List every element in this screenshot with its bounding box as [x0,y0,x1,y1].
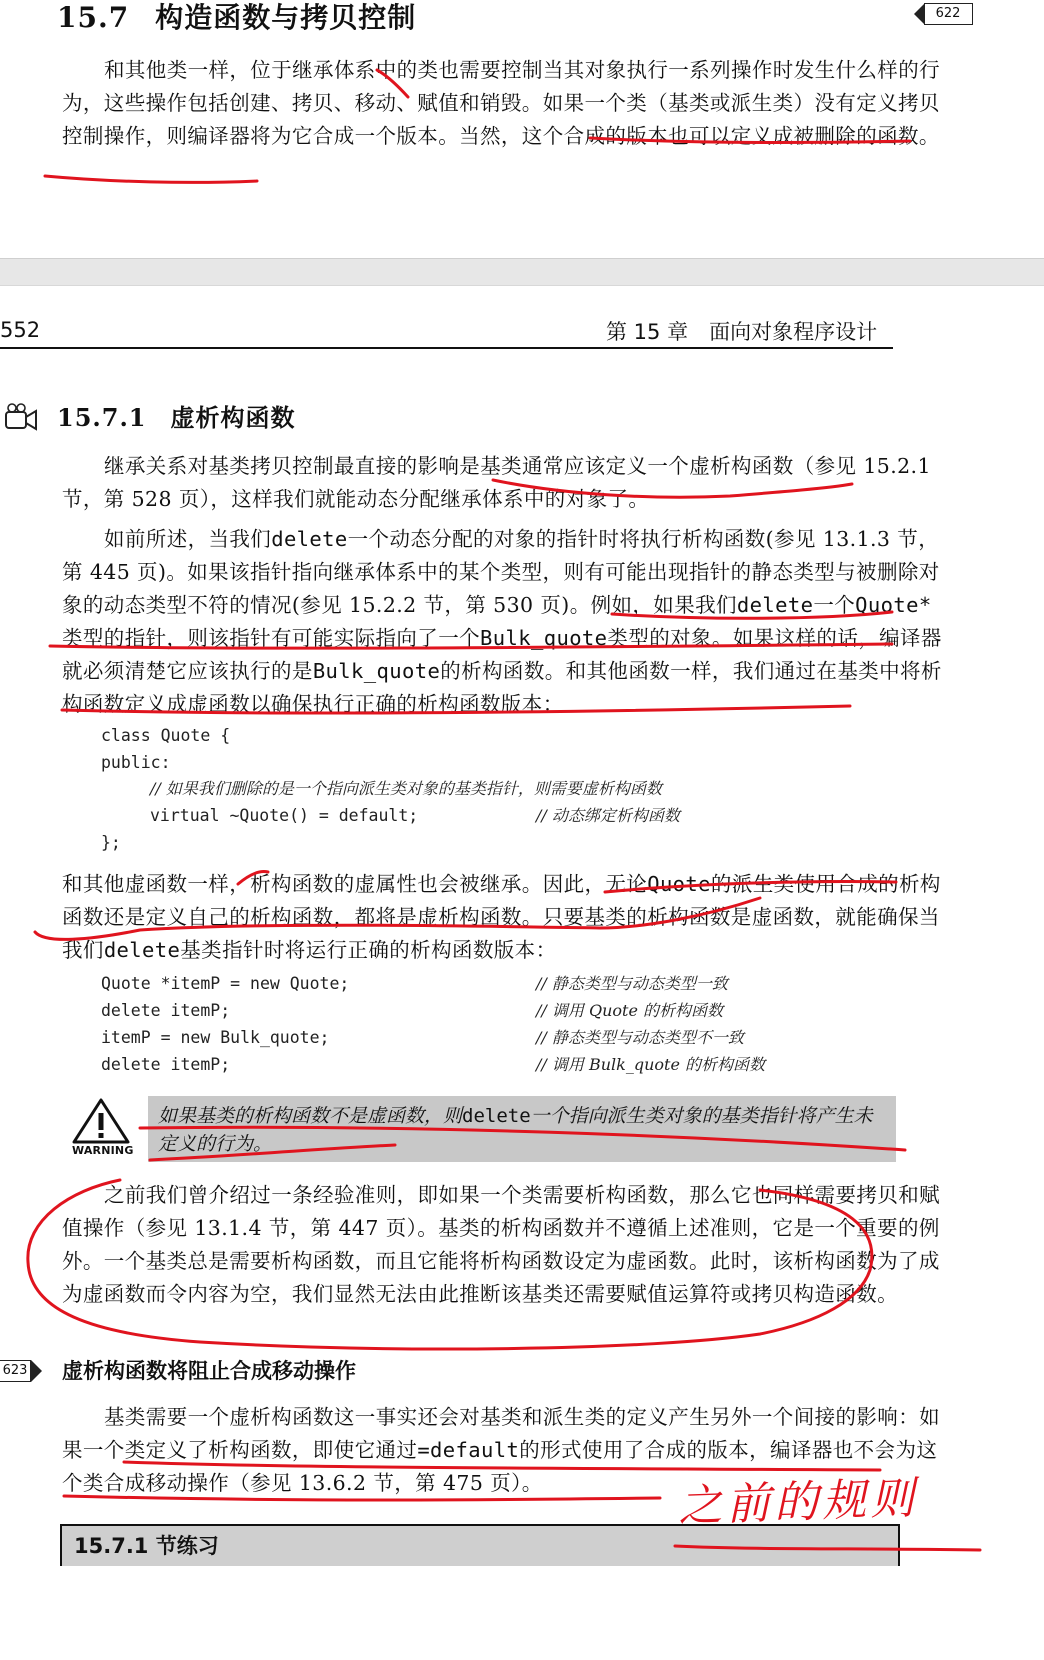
intro-paragraph: 和其他类一样，位于继承体系中的类也需要控制当其对象执行一系列操作时发生什么样的行为，这些操作包括创建、拷贝、移动、赋值和销毁。如果一个类（基类或派生类）没有定义拷贝控制操作，则编译器将为它合成一个版本。当然，这个合成的版本也可以定义成被删除的函数。 [62,58,940,148]
section-title: 构造函数与拷贝控制 [155,1,417,34]
warning-box: 如果基类的析构函数不是虚函数，则delete一个指向派生类对象的基类指针将产生未定义的行为。 [148,1096,896,1162]
underline-annotation [45,176,257,182]
handwritten-note: 之前的规则 [677,1472,919,1533]
page-separator [0,258,1044,286]
code-line: }; [101,833,121,852]
margin-page-ref-2: 623 [0,1360,31,1382]
code-line: delete itemP; [101,1001,231,1020]
code-comment: // 静态类型与动态类型不一致 [536,1028,744,1047]
code-line: virtual ~Quote() = default; [150,806,419,825]
code-line: class Quote { [101,726,231,745]
margin-ref-arrow-2 [31,1360,42,1382]
code-comment: // 调用 Quote 的析构函数 [536,1001,723,1020]
code-comment: // 如果我们删除的是一个指向派生类对象的基类指针，则需要虚析构函数 [150,779,662,798]
paragraph-5: 基类需要一个虚析构函数这一事实还会对基类和派生类的定义产生另外一个间接的影响：如果一个类定义了析构函数，即使它通过=default的形式使用了合成的版本，编译器也不会为这个类合成移动操作（参见 13.6.2 节，第 475 页）。 [62,1405,940,1495]
paragraph-4: 之前我们曾介绍过一条经验准则，即如果一个类需要析构函数，那么它也同样需要拷贝和赋值操作（参见 13.1.4 节，第 447 页）。基类的析构函数并不遵循上述准则，它是一个重要的例外。一个基类总是需要析构函数，而且它能将析构函数设定为虚函数。此时，该析构函数为了成为虚函数而令内容为空，我们显然无法由此推断该基类还需要赋值运算符或拷贝构造函数。 [62,1183,940,1306]
subheading-2: 虚析构函数将阻止合成移动操作 [62,1359,356,1383]
code-line: Quote *itemP = new Quote; [101,974,350,993]
paragraph-3: 和其他虚函数一样，析构函数的虚属性也会被继承。因此，无论Quote的派生类使用合成的析构函数还是定义自己的析构函数，都将是虚析构函数。只要基类的析构函数是虚函数，就能确保当我们delete基类指针时将运行正确的析构函数版本： [62,872,941,962]
code-comment: // 动态绑定析构函数 [536,806,680,825]
subsection-title: 虚析构函数 [170,403,296,432]
subsection-number: 15.7.1 [57,403,147,432]
code-line: public: [101,753,171,772]
exercise-heading: 15.7.1 节练习 [60,1524,900,1566]
code-comment: // 调用 Bulk_quote 的析构函数 [536,1055,765,1074]
video-icon [3,402,39,436]
paragraph-1: 继承关系对基类拷贝控制最直接的影响是基类通常应该定义一个虚析构函数（参见 15.2.1 节，第 528 页），这样我们就能动态分配继承体系中的对象了。 [62,454,931,511]
page-number: 552 [0,318,41,342]
warning-icon [70,1096,132,1162]
margin-page-ref: 622 [924,3,973,25]
header-rule [0,347,893,349]
section-heading [57,0,416,36]
margin-ref-arrow [914,3,925,25]
code-line: delete itemP; [101,1055,231,1074]
code-line: itemP = new Bulk_quote; [101,1028,330,1047]
warning-label: WARNING [72,1144,134,1157]
chapter-title: 第 15 章 面向对象程序设计 [606,320,878,344]
paragraph-2: 如前所述，当我们delete一个动态分配的对象的指针时将执行析构函数(参见 13.1.3 节，第 445 页)。如果该指针指向继承体系中的某个类型，则有可能出现指针的静态类型与被删除对象的动态类型不符的情况(参见 15.2.2 节，第 530 页)。例如，如果我们delete一个Quote*类型的指针，则该指针有可能实际指向了一个Bulk_quote类型的对象。如果这样的话，编译器就必须清楚它应该执行的是Bulk_quote的析构函数。和其他函数一样，我们通过在基类中将析构函数定义成虚函数以确保执行正确的析构函数版本： [62,527,942,716]
subsection-heading [57,398,296,433]
section-number: 15.7 [57,1,130,34]
code-comment: // 静态类型与动态类型一致 [536,974,728,993]
